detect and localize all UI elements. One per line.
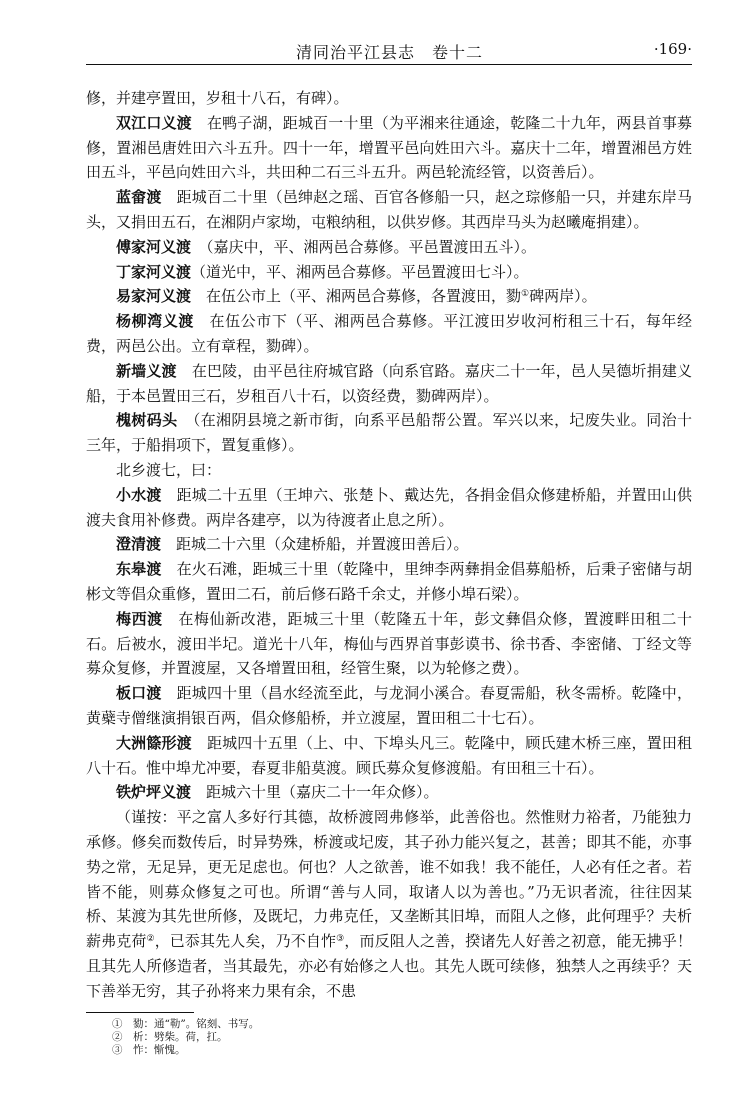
paragraph bbox=[86, 86, 692, 111]
entry-text: （道光中，平、湘两邑合募修。平邑置渡田七斗）。 bbox=[191, 262, 529, 281]
ferry-entry bbox=[86, 111, 692, 185]
ferry-entry bbox=[86, 557, 692, 607]
entry-title: 傅家河义渡 bbox=[116, 237, 192, 256]
ferry-entry bbox=[86, 780, 692, 805]
paragraph-text: ，而反阻人之善，揆诸先人好善之初意，能无拂乎！且其先人所修造者，当其最先，亦必有始修之人也。其先人既可续修，独禁人之再续乎？天下善举无穷，其子孙将来力果有余，不患 bbox=[86, 932, 692, 1000]
entry-text: 碑两岸）。 bbox=[529, 287, 597, 306]
entry-title: 易家河义渡 bbox=[116, 287, 192, 306]
entry-text: 在鸭子湖，距城百一十里（为平湘来往通途，乾隆二十九年，两县首事募修，置湘邑唐姓田六斗五升。四十一年，增置平邑向姓田六斗。嘉庆十二年，增置湘邑方姓田五斗，平邑向姓田六斗，共田种二石三斗五升。两邑轮流经管，以资善后）。 bbox=[86, 113, 692, 182]
ferry-entry bbox=[86, 483, 692, 533]
entry-title: 铁炉坪义渡 bbox=[116, 783, 192, 802]
entry-text: 在梅仙新改港，距城三十里（乾隆五十年，彭文彝倡众修，置渡畔田租二十石。后被水，渡田半圮。道光十八年，梅仙与西界首事彭谟书、徐书香、李密储、丁经文等募众复修，并置渡屋，又各增置田租，经管生聚，以为轮修之费）。 bbox=[86, 609, 692, 678]
entry-text: 距城六十里（嘉庆二十一年众修）。 bbox=[191, 783, 439, 802]
ferry-entry bbox=[86, 408, 692, 458]
footnote-3: ③ 怍：惭愧。 bbox=[112, 1044, 186, 1056]
main-text bbox=[86, 86, 692, 1003]
entry-title: 小水渡 bbox=[116, 485, 162, 504]
ferry-entry bbox=[86, 260, 692, 285]
entry-title: 槐树码头 bbox=[116, 411, 178, 430]
footnote-marker: ② bbox=[146, 934, 155, 945]
entry-title: 东皋渡 bbox=[116, 560, 162, 579]
entry-title: 新墙义渡 bbox=[116, 361, 177, 380]
ferry-entry bbox=[86, 532, 692, 557]
ferry-entry bbox=[86, 607, 692, 681]
entry-title: 双江口义渡 bbox=[116, 113, 192, 132]
paragraph-text: （谨按：平之富人多好行其德，故桥渡罔弗修举，此善俗也。然惟财力裕者，乃能独力承修。修矣而数传后，时异势殊，桥渡或圮废，其子孙力能兴复之，甚善；即其不能，亦事势之常，无足异，更无足虑也。何也？人之欲善，谁不如我！我不能任，人必有任之者。若皆不能，则募众修复之可也。所谓“善与人同，取诸人以为善也。”乃无识者流，往往因某桥、某渡为其先世所修，及既圮，力弗克任，又垄断其旧埠，而阻人之修，此何理乎？夫析薪弗克荷 bbox=[86, 808, 692, 951]
footnote-rule bbox=[86, 1012, 194, 1013]
entry-title: 大洲篨形渡 bbox=[116, 733, 192, 752]
ferry-entry bbox=[86, 309, 692, 359]
footnote-2: ② 析：劈柴。荷，扛。 bbox=[112, 1031, 228, 1043]
footnote-marker: ① bbox=[521, 289, 530, 300]
page-header bbox=[86, 36, 692, 66]
entry-title: 蓝畲渡 bbox=[116, 188, 162, 207]
ferry-entry bbox=[86, 235, 692, 260]
header-rule bbox=[86, 64, 692, 65]
paragraph-text: ，已忝其先人矣，乃不自怍 bbox=[154, 932, 337, 951]
footnotes bbox=[112, 1018, 259, 1057]
entry-title: 丁家河义渡 bbox=[116, 262, 192, 281]
ferry-entry bbox=[86, 359, 692, 409]
page-number: ·169· bbox=[653, 40, 692, 58]
entry-title: 板口渡 bbox=[116, 684, 162, 703]
paragraph bbox=[86, 805, 692, 1003]
ferry-entry bbox=[86, 284, 692, 309]
entry-text: 距城四十里（昌水经流至此，与龙洞小溪合。春夏需船，秋冬需桥。乾隆中，黄蘗寺僧继演捐银百两，倡众修船桥，并立渡屋，置田租二十七石）。 bbox=[86, 684, 692, 727]
ferry-entry bbox=[86, 731, 692, 781]
running-title: 清同治平江县志 卷十二 bbox=[296, 43, 484, 62]
entry-text: 距城百二十里（邑绅赵之瑶、百官各修船一只，赵之琮修船一只，并建东岸马头，又捐田五石，在湘阴卢家坳，屯粮纳租，以供岁修。其西岸马头为赵曦庵捐建）。 bbox=[86, 188, 692, 231]
entry-text: 距城二十五里（王坤六、张楚卜、戴达先，各捐金倡众修建桥船，并置田山供渡夫食用补修费。两岸各建亭，以为待渡者止息之所）。 bbox=[86, 485, 692, 529]
entry-text: （在湘阴县境之新市街，向系平邑船帮公置。军兴以来，圮废失业。同治十三年，于船捐项下，置复重修）。 bbox=[86, 411, 692, 455]
entry-text: 在巴陵，由平邑往府城官路（向系官路。嘉庆二十一年，邑人吴德圻捐建义船，于本邑置田三石，岁租百八十石，以资经费，勠碑两岸）。 bbox=[86, 361, 692, 405]
entry-text: 在伍公市上（平、湘两邑合募修，各置渡田，勠 bbox=[191, 287, 522, 306]
entry-title: 澄清渡 bbox=[116, 535, 162, 554]
entry-text: 在火石滩，距城三十里（乾隆中，里绅李两彝捐金倡募船桥，后秉子密储与胡彬文等倡众重修，置田二石，前后修石路千余丈，并修小埠石梁）。 bbox=[86, 560, 692, 603]
ferry-entry bbox=[86, 681, 692, 731]
entry-text: 距城二十六里（众建桥船，并置渡田善后）。 bbox=[161, 535, 469, 554]
ferry-entry bbox=[86, 185, 692, 235]
entry-text: 修，并建亭置田，岁租十八石，有碑）。 bbox=[86, 89, 349, 107]
entry-text: 北乡渡七，曰： bbox=[116, 460, 222, 479]
entry-text: （嘉庆中，平、湘两邑合募修。平邑置渡田五斗）。 bbox=[191, 237, 537, 256]
entry-text: 在伍公市下（平、湘两邑合募修。平江渡田岁收河桁租三十石，每年经费，两邑公出。立有章程，勠碑）。 bbox=[86, 312, 692, 355]
footnote-marker: ③ bbox=[336, 934, 345, 945]
entry-title: 杨柳湾义渡 bbox=[116, 312, 194, 331]
footnote-1: ① 勠：通“勒”。铭刻、书写。 bbox=[112, 1018, 260, 1030]
entry-text: 距城四十五里（上、中、下埠头凡三。乾隆中，顾氏建木桥三座，置田租八十石。惟中埠尤冲要，春夏非船莫渡。顾氏募众复修渡船。有田租三十石）。 bbox=[86, 733, 692, 777]
paragraph bbox=[86, 458, 692, 483]
entry-title: 梅西渡 bbox=[116, 609, 163, 628]
